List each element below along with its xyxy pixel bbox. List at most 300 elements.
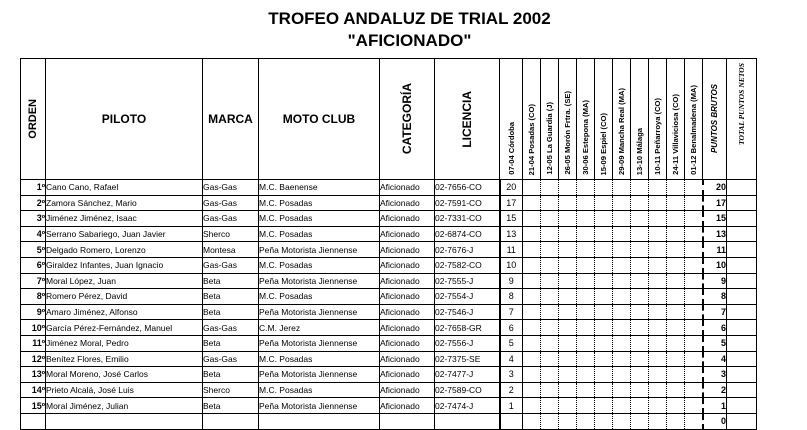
cell-race-9 xyxy=(649,242,667,258)
cell-race-8 xyxy=(631,242,649,258)
cell-race-11 xyxy=(685,382,703,398)
cell-race-5 xyxy=(577,304,595,320)
cell-race-7 xyxy=(613,180,631,196)
cell-race-4 xyxy=(559,413,577,429)
header-race-8: 13-10 Málaga xyxy=(631,59,649,180)
cell-race-8 xyxy=(631,289,649,305)
cell-race-5 xyxy=(577,289,595,305)
cell-race-5 xyxy=(577,273,595,289)
cell-orden: 6º xyxy=(21,257,46,273)
cell-race-8 xyxy=(631,335,649,351)
cell-race-8 xyxy=(631,398,649,414)
cell-orden: 3º xyxy=(21,211,46,227)
cell-race-8 xyxy=(631,413,649,429)
cell-puntos-brutos: 10 xyxy=(703,257,727,273)
cell-categoria: Aficionado xyxy=(380,257,435,273)
cell-race-7 xyxy=(613,242,631,258)
table-row xyxy=(21,273,757,289)
cell-race-2 xyxy=(523,211,541,227)
table-row xyxy=(21,382,757,398)
cell-race-10 xyxy=(667,273,685,289)
cell-race-7 xyxy=(613,398,631,414)
cell-race-3 xyxy=(541,335,559,351)
cell-race-8 xyxy=(631,226,649,242)
cell-race-1: 17 xyxy=(500,195,523,211)
cell-race-3 xyxy=(541,195,559,211)
cell-race-3 xyxy=(541,257,559,273)
cell-orden: 15º xyxy=(21,398,46,414)
cell-orden: 7º xyxy=(21,273,46,289)
cell-marca: Beta xyxy=(203,335,259,351)
cell-licencia: 02-7375-SE xyxy=(435,351,500,367)
cell-orden: 14º xyxy=(21,382,46,398)
cell-race-9 xyxy=(649,398,667,414)
cell-piloto xyxy=(46,413,203,429)
sheet-title: TROFEO ANDALUZ DE TRIAL 2002 xyxy=(268,9,551,28)
cell-race-9 xyxy=(649,226,667,242)
cell-race-8 xyxy=(631,195,649,211)
cell-club xyxy=(259,413,380,429)
cell-race-9 xyxy=(649,180,667,196)
cell-race-2 xyxy=(523,367,541,383)
sheet-subtitle: "AFICIONADO" xyxy=(347,31,472,50)
cell-race-7 xyxy=(613,351,631,367)
cell-club: M.C. Posadas xyxy=(259,351,380,367)
cell-race-2 xyxy=(523,304,541,320)
cell-race-1: 2 xyxy=(500,382,523,398)
cell-club: M.C. Posadas xyxy=(259,289,380,305)
cell-categoria: Aficionado xyxy=(380,304,435,320)
cell-race-10 xyxy=(667,304,685,320)
cell-race-3 xyxy=(541,304,559,320)
header-marca: MARCA xyxy=(203,59,259,180)
cell-piloto: Benítez Flores, Emilio xyxy=(46,351,203,367)
cell-race-10 xyxy=(667,180,685,196)
cell-race-2 xyxy=(523,351,541,367)
cell-race-5 xyxy=(577,180,595,196)
header-race-2: 21-04 Posadas (CO) xyxy=(523,59,541,180)
cell-race-6 xyxy=(595,304,613,320)
cell-orden: 4º xyxy=(21,226,46,242)
header-orden: ORDEN xyxy=(21,59,46,180)
cell-categoria: Aficionado xyxy=(380,195,435,211)
cell-race-2 xyxy=(523,289,541,305)
table-row xyxy=(21,367,757,383)
cell-total-netos xyxy=(727,242,757,258)
cell-puntos-brutos: 8 xyxy=(703,289,727,305)
table-row xyxy=(21,398,757,414)
cell-marca: Beta xyxy=(203,398,259,414)
cell-marca: Montesa xyxy=(203,242,259,258)
table-row xyxy=(21,289,757,305)
cell-club: Peña Motorista Jiennense xyxy=(259,335,380,351)
cell-licencia: 02-6874-CO xyxy=(435,226,500,242)
cell-total-netos xyxy=(727,382,757,398)
cell-race-4 xyxy=(559,367,577,383)
cell-total-netos xyxy=(727,180,757,196)
cell-categoria: Aficionado xyxy=(380,382,435,398)
cell-marca: Gas-Gas xyxy=(203,211,259,227)
cell-race-6 xyxy=(595,351,613,367)
table-row xyxy=(21,195,757,211)
table-row xyxy=(21,226,757,242)
cell-race-10 xyxy=(667,242,685,258)
cell-race-1: 10 xyxy=(500,257,523,273)
cell-race-1: 9 xyxy=(500,273,523,289)
cell-piloto: Moral Jiménez, Julian xyxy=(46,398,203,414)
cell-race-11 xyxy=(685,320,703,336)
cell-race-1: 6 xyxy=(500,320,523,336)
cell-race-9 xyxy=(649,273,667,289)
cell-race-4 xyxy=(559,273,577,289)
cell-marca: Beta xyxy=(203,304,259,320)
header-total-netos: TOTAL PUNTOS NETOS xyxy=(727,59,757,180)
cell-puntos-brutos: 3 xyxy=(703,367,727,383)
cell-categoria: Aficionado xyxy=(380,273,435,289)
cell-race-3 xyxy=(541,413,559,429)
cell-race-9 xyxy=(649,367,667,383)
cell-race-6 xyxy=(595,195,613,211)
cell-race-2 xyxy=(523,195,541,211)
header-race-11: 01-12 Benalmadena (MA) xyxy=(685,59,703,180)
cell-categoria: Aficionado xyxy=(380,320,435,336)
cell-race-7 xyxy=(613,320,631,336)
cell-marca: Sherco xyxy=(203,382,259,398)
cell-puntos-brutos: 11 xyxy=(703,242,727,258)
cell-race-3 xyxy=(541,289,559,305)
standings-table xyxy=(20,58,757,430)
cell-piloto: Cano Cano, Rafael xyxy=(46,180,203,196)
cell-categoria: Aficionado xyxy=(380,180,435,196)
cell-race-9 xyxy=(649,335,667,351)
cell-total-netos xyxy=(727,289,757,305)
cell-piloto: García Pérez-Fernández, Manuel xyxy=(46,320,203,336)
cell-orden: 2º xyxy=(21,195,46,211)
cell-total-netos xyxy=(727,335,757,351)
cell-race-7 xyxy=(613,211,631,227)
cell-categoria: Aficionado xyxy=(380,242,435,258)
cell-race-3 xyxy=(541,398,559,414)
cell-race-11 xyxy=(685,180,703,196)
cell-puntos-brutos: 7 xyxy=(703,304,727,320)
cell-race-11 xyxy=(685,195,703,211)
cell-race-5 xyxy=(577,335,595,351)
header-licencia: LICENCIA xyxy=(435,59,500,180)
cell-race-11 xyxy=(685,304,703,320)
cell-race-9 xyxy=(649,195,667,211)
cell-total-netos xyxy=(727,211,757,227)
cell-race-10 xyxy=(667,320,685,336)
cell-club: M.C. Posadas xyxy=(259,211,380,227)
cell-marca xyxy=(203,413,259,429)
cell-race-9 xyxy=(649,382,667,398)
cell-orden: 9º xyxy=(21,304,46,320)
cell-race-1: 4 xyxy=(500,351,523,367)
cell-total-netos xyxy=(727,226,757,242)
cell-licencia: 02-7656-CO xyxy=(435,180,500,196)
cell-licencia xyxy=(435,413,500,429)
cell-marca: Gas-Gas xyxy=(203,257,259,273)
cell-race-10 xyxy=(667,413,685,429)
cell-licencia: 02-7556-J xyxy=(435,335,500,351)
cell-race-6 xyxy=(595,211,613,227)
cell-licencia: 02-7554-J xyxy=(435,289,500,305)
cell-race-8 xyxy=(631,257,649,273)
cell-licencia: 02-7331-CO xyxy=(435,211,500,227)
header-race-6: 15-09 Espiel (CO) xyxy=(595,59,613,180)
cell-puntos-brutos: 2 xyxy=(703,382,727,398)
cell-race-8 xyxy=(631,273,649,289)
header-piloto: PILOTO xyxy=(46,59,203,180)
cell-orden: 13º xyxy=(21,367,46,383)
cell-race-5 xyxy=(577,242,595,258)
cell-licencia: 02-7676-J xyxy=(435,242,500,258)
cell-race-8 xyxy=(631,382,649,398)
cell-club: M.C. Posadas xyxy=(259,257,380,273)
cell-race-1 xyxy=(500,413,523,429)
cell-orden: 1º xyxy=(21,180,46,196)
cell-categoria: Aficionado xyxy=(380,211,435,227)
cell-race-6 xyxy=(595,257,613,273)
cell-race-11 xyxy=(685,273,703,289)
cell-licencia: 02-7474-J xyxy=(435,398,500,414)
table-row xyxy=(21,180,757,196)
cell-race-10 xyxy=(667,351,685,367)
cell-race-5 xyxy=(577,413,595,429)
header-race-5: 30-06 Estepona (MA) xyxy=(577,59,595,180)
table-row xyxy=(21,351,757,367)
cell-race-3 xyxy=(541,382,559,398)
cell-race-7 xyxy=(613,304,631,320)
cell-club: M.C. Posadas xyxy=(259,226,380,242)
cell-race-4 xyxy=(559,180,577,196)
cell-race-8 xyxy=(631,320,649,336)
cell-licencia: 02-7582-CO xyxy=(435,257,500,273)
cell-categoria: Aficionado xyxy=(380,367,435,383)
cell-race-5 xyxy=(577,382,595,398)
table-body xyxy=(21,180,757,430)
cell-race-2 xyxy=(523,257,541,273)
cell-race-5 xyxy=(577,195,595,211)
cell-orden: 5º xyxy=(21,242,46,258)
cell-puntos-brutos: 9 xyxy=(703,273,727,289)
cell-marca: Beta xyxy=(203,273,259,289)
cell-total-netos xyxy=(727,273,757,289)
cell-piloto: Jiménez Moral, Pedro xyxy=(46,335,203,351)
cell-race-9 xyxy=(649,289,667,305)
cell-puntos-brutos: 6 xyxy=(703,320,727,336)
cell-race-2 xyxy=(523,226,541,242)
cell-piloto: Moral López, Juan xyxy=(46,273,203,289)
cell-race-8 xyxy=(631,304,649,320)
cell-race-1: 5 xyxy=(500,335,523,351)
cell-licencia: 02-7555-J xyxy=(435,273,500,289)
cell-race-5 xyxy=(577,226,595,242)
cell-race-6 xyxy=(595,320,613,336)
cell-orden: 8º xyxy=(21,289,46,305)
cell-race-3 xyxy=(541,211,559,227)
header-race-7: 29-09 Mancha Real (MA) xyxy=(613,59,631,180)
cell-race-1: 11 xyxy=(500,242,523,258)
cell-race-1: 3 xyxy=(500,367,523,383)
header-race-1: 07-04 Córdoba xyxy=(500,59,523,180)
cell-race-11 xyxy=(685,289,703,305)
cell-licencia: 02-7589-CO xyxy=(435,382,500,398)
cell-categoria: Aficionado xyxy=(380,351,435,367)
cell-race-7 xyxy=(613,226,631,242)
cell-race-1: 20 xyxy=(500,180,523,196)
cell-race-7 xyxy=(613,382,631,398)
cell-club: Peña Motorista Jiennense xyxy=(259,367,380,383)
cell-race-3 xyxy=(541,273,559,289)
cell-race-11 xyxy=(685,398,703,414)
cell-categoria: Aficionado xyxy=(380,398,435,414)
cell-club: Peña Motorista Jiennense xyxy=(259,398,380,414)
cell-race-11 xyxy=(685,257,703,273)
cell-club: Peña Motorista Jiennense xyxy=(259,304,380,320)
cell-race-10 xyxy=(667,367,685,383)
cell-race-5 xyxy=(577,367,595,383)
cell-total-netos xyxy=(727,304,757,320)
cell-race-7 xyxy=(613,195,631,211)
cell-race-6 xyxy=(595,289,613,305)
cell-race-5 xyxy=(577,320,595,336)
cell-race-6 xyxy=(595,367,613,383)
cell-race-8 xyxy=(631,180,649,196)
cell-club: M.C. Baenense xyxy=(259,180,380,196)
cell-race-4 xyxy=(559,211,577,227)
table-row xyxy=(21,257,757,273)
cell-race-7 xyxy=(613,367,631,383)
cell-race-1: 1 xyxy=(500,398,523,414)
cell-race-4 xyxy=(559,351,577,367)
cell-licencia: 02-7477-J xyxy=(435,367,500,383)
header-categoria: CATEGORÍA xyxy=(380,59,435,180)
cell-race-11 xyxy=(685,367,703,383)
cell-race-11 xyxy=(685,413,703,429)
cell-race-4 xyxy=(559,242,577,258)
cell-race-2 xyxy=(523,180,541,196)
cell-piloto: Moral Moreno, José Carlos xyxy=(46,367,203,383)
cell-race-3 xyxy=(541,351,559,367)
header-race-3: 12-05 La Guardia (J) xyxy=(541,59,559,180)
cell-race-10 xyxy=(667,211,685,227)
cell-race-1: 8 xyxy=(500,289,523,305)
cell-puntos-brutos: 13 xyxy=(703,226,727,242)
cell-race-2 xyxy=(523,242,541,258)
cell-marca: Beta xyxy=(203,289,259,305)
cell-race-4 xyxy=(559,382,577,398)
cell-orden xyxy=(21,413,46,429)
cell-licencia: 02-7546-J xyxy=(435,304,500,320)
cell-race-10 xyxy=(667,382,685,398)
cell-race-4 xyxy=(559,335,577,351)
cell-club: M.C. Posadas xyxy=(259,195,380,211)
cell-marca: Sherco xyxy=(203,226,259,242)
header-club: MOTO CLUB xyxy=(259,59,380,180)
cell-total-netos xyxy=(727,257,757,273)
cell-puntos-brutos: 0 xyxy=(703,413,727,429)
cell-total-netos xyxy=(727,413,757,429)
table-row xyxy=(21,242,757,258)
cell-race-11 xyxy=(685,335,703,351)
cell-puntos-brutos: 1 xyxy=(703,398,727,414)
cell-piloto: Amaro Jiménez, Alfonso xyxy=(46,304,203,320)
cell-piloto: Prieto Alcalá, José Luis xyxy=(46,382,203,398)
cell-race-1: 15 xyxy=(500,211,523,227)
cell-total-netos xyxy=(727,351,757,367)
cell-marca: Gas-Gas xyxy=(203,195,259,211)
cell-race-9 xyxy=(649,257,667,273)
cell-race-2 xyxy=(523,273,541,289)
table-row xyxy=(21,211,757,227)
cell-race-10 xyxy=(667,398,685,414)
cell-race-8 xyxy=(631,351,649,367)
cell-race-4 xyxy=(559,226,577,242)
cell-race-7 xyxy=(613,273,631,289)
cell-race-6 xyxy=(595,335,613,351)
cell-race-3 xyxy=(541,320,559,336)
cell-race-1: 7 xyxy=(500,304,523,320)
table-row xyxy=(21,304,757,320)
cell-race-4 xyxy=(559,320,577,336)
cell-race-11 xyxy=(685,226,703,242)
header-race-4: 26-05 Morón Frtra. (SE) xyxy=(559,59,577,180)
cell-total-netos xyxy=(727,320,757,336)
cell-total-netos xyxy=(727,195,757,211)
cell-marca: Gas-Gas xyxy=(203,351,259,367)
cell-marca: Gas-Gas xyxy=(203,320,259,336)
table-row xyxy=(21,320,757,336)
cell-club: Peña Motorista Jiennense xyxy=(259,242,380,258)
cell-puntos-brutos: 20 xyxy=(703,180,727,196)
cell-race-2 xyxy=(523,382,541,398)
cell-categoria: Aficionado xyxy=(380,289,435,305)
cell-race-10 xyxy=(667,335,685,351)
cell-orden: 11º xyxy=(21,335,46,351)
cell-race-10 xyxy=(667,257,685,273)
cell-club: Peña Motorista Jiennense xyxy=(259,273,380,289)
cell-race-6 xyxy=(595,273,613,289)
cell-race-10 xyxy=(667,226,685,242)
cell-race-7 xyxy=(613,257,631,273)
cell-total-netos xyxy=(727,367,757,383)
cell-piloto: Romero Pérez, David xyxy=(46,289,203,305)
cell-race-3 xyxy=(541,367,559,383)
cell-race-3 xyxy=(541,242,559,258)
cell-race-6 xyxy=(595,242,613,258)
cell-puntos-brutos: 15 xyxy=(703,211,727,227)
cell-race-11 xyxy=(685,242,703,258)
cell-categoria: Aficionado xyxy=(380,226,435,242)
cell-race-4 xyxy=(559,195,577,211)
cell-race-2 xyxy=(523,320,541,336)
cell-race-3 xyxy=(541,180,559,196)
cell-race-2 xyxy=(523,398,541,414)
cell-puntos-brutos: 4 xyxy=(703,351,727,367)
cell-race-6 xyxy=(595,398,613,414)
cell-piloto: Jiménez Jiménez, Isaac xyxy=(46,211,203,227)
cell-marca: Gas-Gas xyxy=(203,180,259,196)
cell-licencia: 02-7591-CO xyxy=(435,195,500,211)
cell-race-4 xyxy=(559,398,577,414)
cell-categoria xyxy=(380,413,435,429)
cell-marca: Beta xyxy=(203,367,259,383)
cell-race-5 xyxy=(577,398,595,414)
cell-race-6 xyxy=(595,226,613,242)
cell-licencia: 02-7658-GR xyxy=(435,320,500,336)
cell-race-6 xyxy=(595,180,613,196)
